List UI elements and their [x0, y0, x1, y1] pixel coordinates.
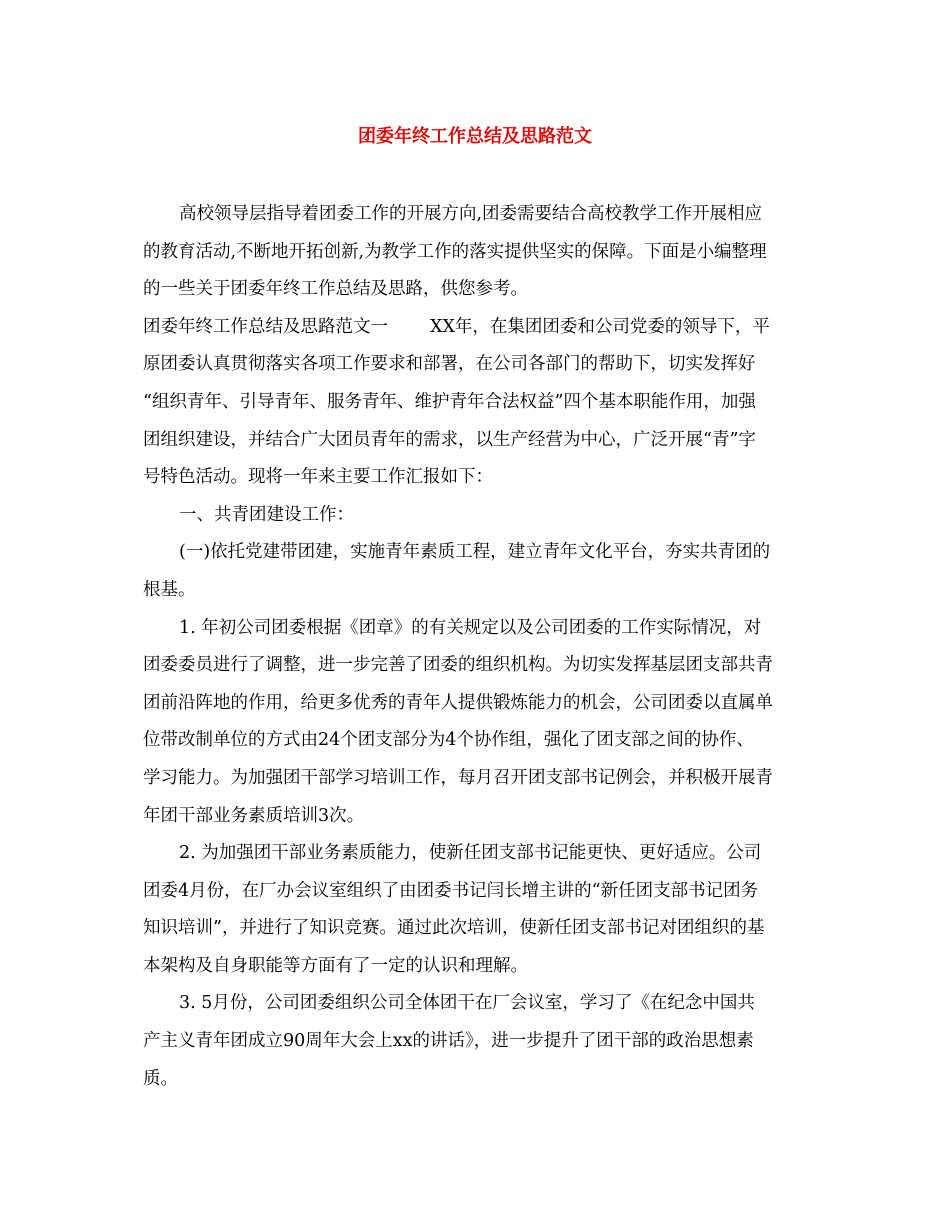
section-heading: 团委年终工作总结及思路范文一 [143, 316, 388, 337]
paragraph-line: 1. 年初公司团委根据《团章》的有关规定以及公司团委的工作实际情况，对 [179, 617, 762, 638]
paragraph-text: XX年，在集团团委和公司党委的领导下，平 [430, 316, 770, 337]
paragraph-line: 本架构及自身职能等方面有了一定的认识和理解。 [143, 955, 528, 976]
paragraph-line: 团前沿阵地的作用，给更多优秀的青年人提供锻炼能力的机会，公司团委以直属单 [143, 692, 773, 713]
paragraph-line: 产主义青年团成立90周年大会上xx的讲话》，进一步提升了团干部的政治思想素 [143, 1031, 754, 1052]
paragraph-line: 知识培训”，并进行了知识竞赛。通过此次培训，使新任团支部书记对团组织的基 [143, 918, 765, 939]
document-title: 团委年终工作总结及思路范文 [358, 126, 592, 147]
paragraph-line: “组织青年、引导青年、服务青年、维护青年合法权益”四个基本职能作用，加强 [143, 391, 756, 412]
paragraph-line: 原团委认真贯彻落实各项工作要求和部署，在公司各部门的帮助下，切实发挥好 [143, 354, 756, 375]
paragraph-line: 团委4月份，在厂办会议室组织了由团委书记闫长增主讲的“新任团支部书记团务 [143, 880, 759, 901]
paragraph-line: 的一些关于团委年终工作总结及思路，供您参考。 [143, 279, 528, 300]
subsection-heading: (一)依托党建带团建，实施青年素质工程，建立青年文化平台，夯实共青团的 [179, 542, 771, 563]
paragraph-line: 学习能力。为加强团干部学习培训工作，每月召开团支部书记例会，并积极开展青 [143, 767, 773, 788]
paragraph-line: 2. 为加强团干部业务素质能力，使新任团支部书记能更快、更好适应。公司 [179, 843, 762, 864]
paragraph-line: 年团干部业务素质培训3次。 [143, 805, 365, 826]
paragraph-line: 团组织建设，并结合广大团员青年的需求，以生产经营为中心，广泛开展“青”字 [143, 429, 756, 450]
section-heading: 一、共青团建设工作： [179, 504, 354, 525]
paragraph-line: 的教育活动,不断地开拓创新,为教学工作的落实提供坚实的保障。下面是小编整理 [143, 241, 767, 262]
paragraph-line: 根基。 [143, 579, 196, 600]
paragraph-line: 号特色活动。现将一年来主要工作汇报如下： [143, 467, 493, 488]
document-body [143, 196, 815, 1098]
paragraph-line: 3. 5月份，公司团委组织公司全体团干在厂会议室，学习了《在纪念中国共 [179, 993, 755, 1014]
paragraph-line: 团委委员进行了调整，进一步完善了团委的组织机构。为切实发挥基层团支部共青 [143, 655, 773, 676]
paragraph-line: 高校领导层指导着团委工作的开展方向,团委需要结合高校教学工作开展相应 [179, 204, 763, 224]
paragraph-line: 质。 [143, 1068, 178, 1089]
paragraph-line [143, 309, 815, 347]
paragraph-line: 位带改制单位的方式由24个团支部分为4个协作组，强化了团支部之间的协作、 [143, 730, 754, 751]
